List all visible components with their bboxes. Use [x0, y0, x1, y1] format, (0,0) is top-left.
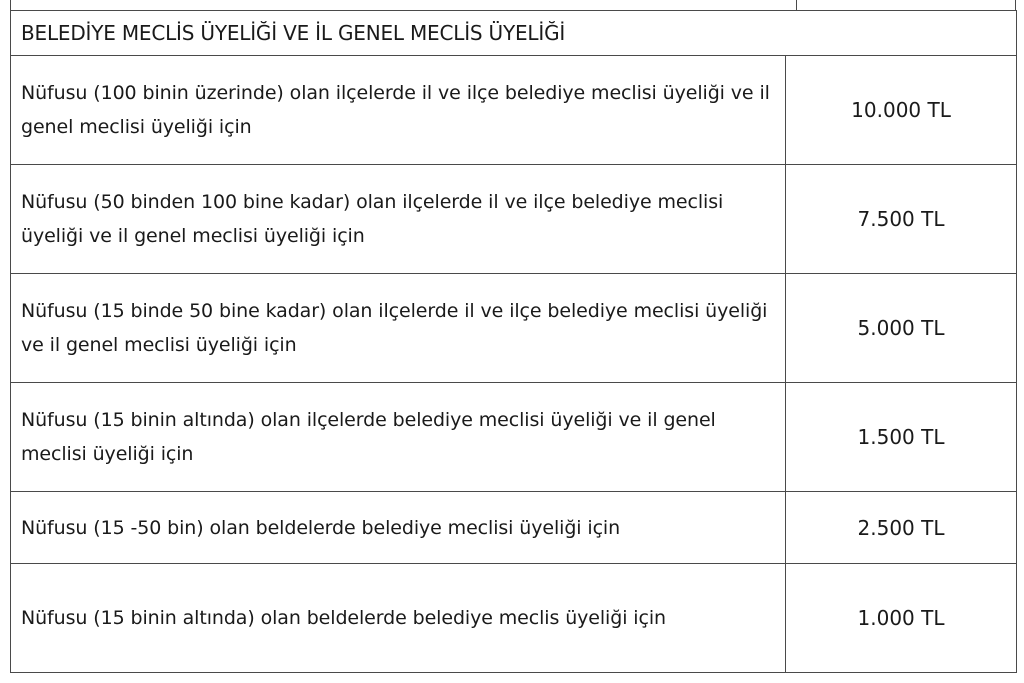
- table-row: [11, 56, 1017, 165]
- table-row: [11, 564, 1017, 673]
- table-row: [11, 165, 1017, 274]
- table-header-row: [11, 11, 1017, 56]
- fee-description: Nüfusu (15 binin altında) olan beldelerde belediye meclis üyeliği için: [11, 564, 786, 673]
- fee-description: Nüfusu (100 binin üzerinde) olan ilçelerde il ve ilçe belediye meclisi üyeliği ve il genel meclisi üyeliği için: [11, 56, 786, 165]
- fee-amount: 7.500 TL: [786, 165, 1017, 274]
- table-row: [11, 383, 1017, 492]
- section-title: BELEDİYE MECLİS ÜYELİĞİ VE İL GENEL MECLİS ÜYELİĞİ: [11, 11, 1017, 56]
- previous-table-column-divider: [796, 0, 797, 10]
- table-row: [11, 492, 1017, 564]
- fee-description: Nüfusu (50 binden 100 bine kadar) olan ilçelerde il ve ilçe belediye meclisi üyeliği ve il genel meclisi üyeliği için: [11, 165, 786, 274]
- fee-description: Nüfusu (15 binde 50 bine kadar) olan ilçelerde il ve ilçe belediye meclisi üyeliği ve il genel meclisi üyeliği için: [11, 274, 786, 383]
- table-row: [11, 274, 1017, 383]
- fee-description: Nüfusu (15 binin altında) olan ilçelerde belediye meclisi üyeliği ve il genel meclisi üyeliği için: [11, 383, 786, 492]
- fee-amount: 1.500 TL: [786, 383, 1017, 492]
- fee-amount: 2.500 TL: [786, 492, 1017, 564]
- fee-description: Nüfusu (15 -50 bin) olan beldelerde belediye meclisi üyeliği için: [11, 492, 786, 564]
- fee-amount: 10.000 TL: [786, 56, 1017, 165]
- fee-amount: 5.000 TL: [786, 274, 1017, 383]
- fee-amount: 1.000 TL: [786, 564, 1017, 673]
- fee-table: [10, 10, 1017, 673]
- previous-table-edge: [10, 0, 1016, 10]
